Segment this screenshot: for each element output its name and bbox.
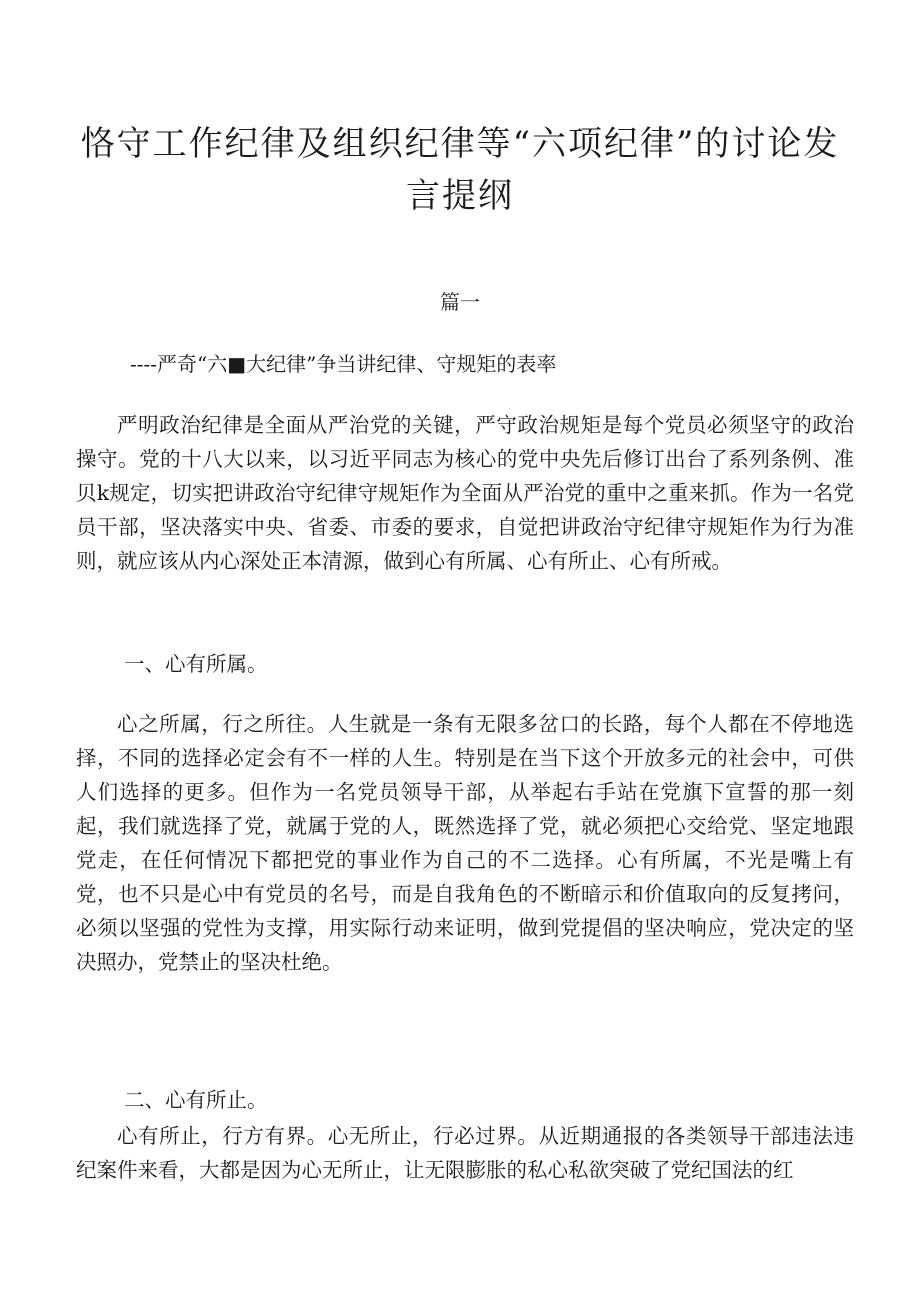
paragraph-limits: 心有所止，行方有界。心无所止，行必过界。从近期通报的各类领导干部违法违纪案件来看，大都是因为心无所止，让无限膨胀的私心私欲突破了党纪国法的红 — [76, 1124, 854, 1182]
paragraph-intro: 严明政治纪律是全面从严治党的关键，严守政治规矩是每个党员必须坚守的政治操守。党的十八大以来，以习近平同志为核心的党中央先后修订出台了系列条例、准贝k规定，切实把讲政治守纪律守规矩作为全面从严治党的重中之重来抓。作为一名党员干部，坚决落实中央、省委、市委的要求，自觉把讲政治守纪律守规矩作为行为准则，就应该从内心深处正本清源，做到心有所属、心有所止、心有所戒。 — [76, 413, 854, 573]
document-title: 恪守工作纪律及组织纪律等“六项纪律”的讨论发言提纲 — [80, 124, 840, 216]
heading-two: 二、心有所止。 — [124, 1088, 268, 1112]
heading-one: 一、心有所属。 — [124, 652, 268, 676]
paragraph-belonging: 心之所属，行之所往。人生就是一条有无限多岔口的长路，每个人都在不停地选择，不同的选择必定会有不一样的人生。特别是在当下这个开放多元的社会中，可供人们选择的更多。但作为一名党员领导干部，从举起右手站在党旗下宣誓的那一刻起，我们就选择了党，就属于党的人，既然选择了党，就必须把心交给党、坚定地跟党走，在任何情况下都把党的事业作为自己的不二选择。心有所属，不光是嘴上有党，也不只是心中有党员的名号，而是自我角色的不断暗示和价值取向的反复拷问，必须以坚强的党性为支撑，用实际行动来证明，做到党提倡的坚决响应，党决定的坚决照办，党禁止的坚决杜绝。 — [76, 712, 854, 974]
document-subtitle: ----严奇“六■大纪律”争当讲纪律、守规矩的表率 — [130, 352, 557, 376]
section-label: 篇一 — [440, 290, 480, 314]
